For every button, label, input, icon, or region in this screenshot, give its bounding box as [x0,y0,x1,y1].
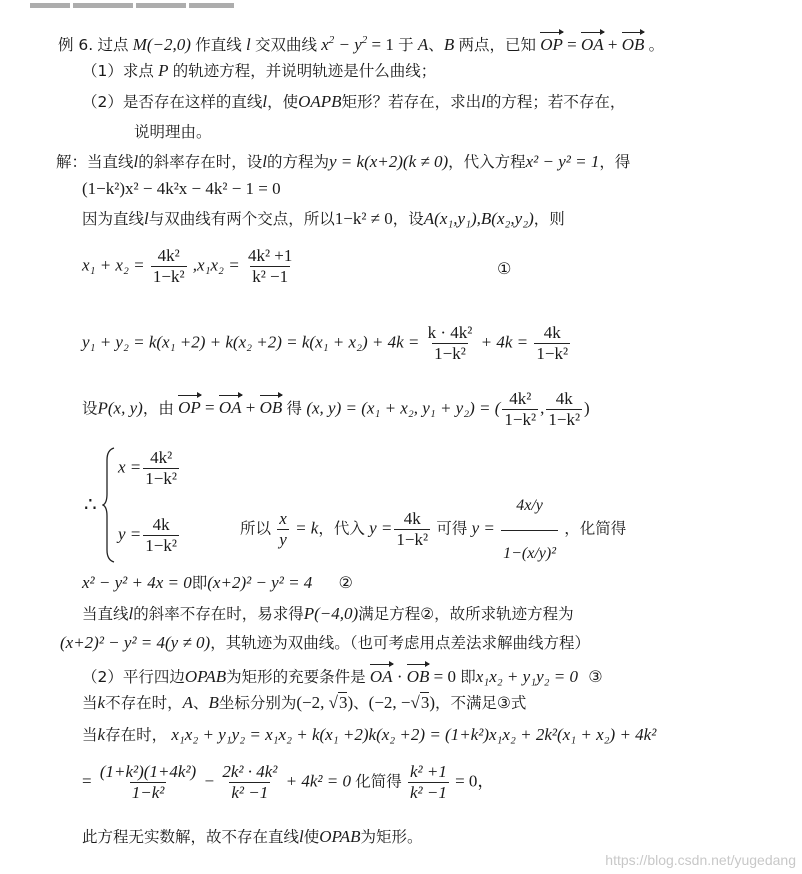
part2-condition: （2）平行四边OPAB为矩形的充要条件是 OA · OB = 0 即x₁x₂ + y₁y₂ = 0 ③ [82,662,603,688]
k-exist-line: 当k存在时， x₁x₂ + y₁y₂ = x₁x₂ + k(x₁ +2)k(x₂ +2) = (1+k²)x₁x₂ + 2k²(x₁ + x₂) + 4k² [82,725,657,744]
marker-1: ① [497,259,512,278]
left-brace-icon [102,446,116,564]
watermark: https://blog.csdn.net/yugedang [605,852,796,868]
problem-label: 例 6. [58,36,94,54]
vector-equation: OP = OA + OB [540,35,644,54]
y-sum-line: y₁ + y₂ = k(x₁ +2) + k(x₂ +2) = k(x₁ + x₂) + 4k = $\frac{\text{k · 4k²}}{\text{1−k²}}$ + 4k = $\frac{4k}{\text{1−k²}}$ [82,323,569,363]
substitution-line: 所以 $\frac{x}{y}$ = k，代入 y = $\frac{4k}{\text{1−k²}}$ 可得 y = $\frac{4x/y}{\text{1−(x/y)²}}$ ，化简得 [240,482,626,577]
point-m: M(−2,0) [132,35,191,54]
solution-line-2: (1−k²)x² − 4k²x − 4k² − 1 = 0 [82,179,281,198]
question-1: （1）求点 P 的轨迹方程，并说明轨迹是什么曲线； [82,61,437,80]
question-2: （2）是否存在这样的直线l，使OAPB矩形？若存在，求出l的方程；若不存在， [82,92,626,111]
vieta-line: x₁ + x₂ = $\frac{\text{4k²}}{\text{1−k²}}$ ,x₁x₂ = $\frac{\text{4k² +1}}{\text{k² −1}}$ [82,246,293,286]
solution-line-1: 解：当直线l的斜率存在时，设l的方程为y = k(x+2)(k ≠ 0)，代入方程x² − y² = 1，得 [56,152,631,171]
final-equation: = $\frac{\text{(1+k²)(1+4k²)}}{\text{1−k²}}$ − $\frac{\text{2k² · 4k²}}{\text{k² −1}}$ + 4k² = 0 化简得 $\frac{\text{k² +1}}{\text{k² −1}}$ = 0， [82,762,495,802]
k-not-exist-line: 当k不存在时，A、B坐标分别为(−2, √3)、(−2, −√3)，不满足③式 [82,693,527,712]
point-p-line: 设P(x, y)，由 OP = OA + OB 得 (x, y) = (x₁ + x₂, y₁ + y₂) = ( $\frac{\text{4k²}}{\text{1−k²}}$ , $\frac{4k}{\text{1−k²}}$ ) [82,389,590,429]
therefore-symbol: ∴ [84,494,97,516]
result-equation: x² − y² + 4x = 0即(x+2)² − y² = 4 ② [82,573,353,592]
no-slope-line: 当直线l的斜率不存在时，易求得P(−4,0)满足方程②，故所求轨迹方程为 [82,604,574,623]
clipped-previous-line [30,0,260,4]
solution-line-3: 因为直线l与双曲线有两个交点，所以1−k² ≠ 0，设A(x₁,y₁),B(x₂,y₂)，则 [82,209,565,228]
system-y: y = $\frac{4k}{\text{1−k²}}$ [118,515,177,555]
locus-line: (x+2)² − y² = 4(y ≠ 0)，其轨迹为双曲线。（也可考虑用点差法求解曲线方程） [60,633,590,652]
question-2-cont: 说明理由。 [134,123,212,141]
system-x: x = $\frac{\text{4k²}}{\text{1−k²}}$ [118,448,177,488]
problem-statement: 例 6. 过点 M(−2,0) 作直线 l 交双曲线 $x^2 - y^2 = 1$ 于 A、B 两点，已知 OP = OA + OB 。 [58,30,664,56]
conclusion: 此方程无实数解，故不存在直线l使OPAB为矩形。 [82,827,423,846]
